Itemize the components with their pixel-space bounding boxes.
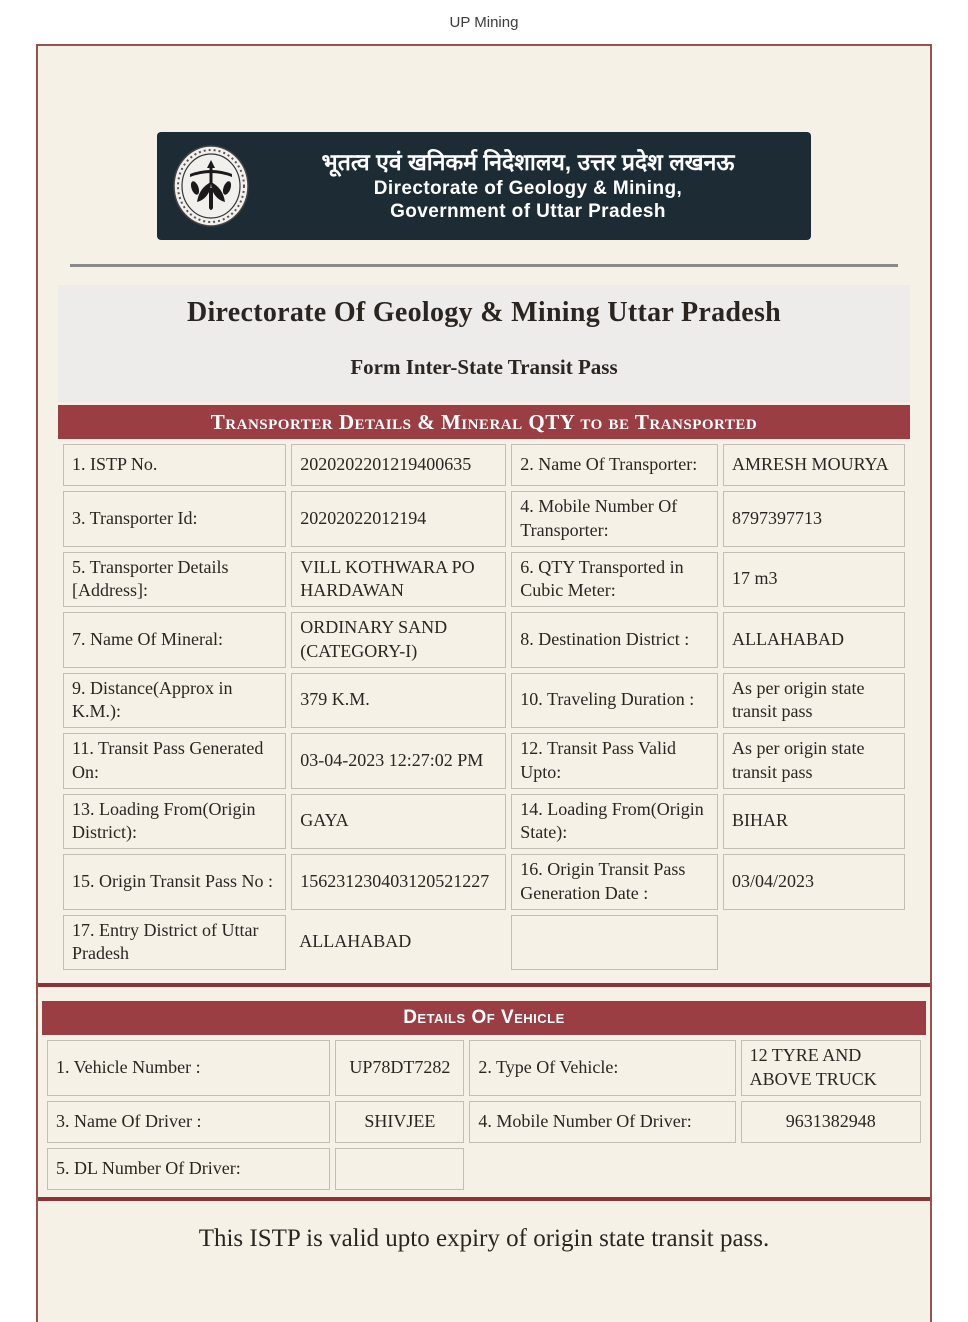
- field-value-empty: [511, 915, 718, 971]
- field-value: 8797397713: [723, 491, 905, 547]
- field-value: AMRESH MOURYA: [723, 444, 905, 486]
- field-label: 11. Transit Pass Generated On:: [63, 733, 286, 789]
- field-label: 1. ISTP No.: [63, 444, 286, 486]
- field-label: 10. Traveling Duration :: [511, 673, 718, 729]
- field-label: 13. Loading From(Origin District):: [63, 794, 286, 850]
- up-government-emblem-logo: [167, 144, 255, 228]
- field-value: UP78DT7282: [335, 1040, 464, 1096]
- field-value: 2020202201219400635: [291, 444, 506, 486]
- field-value: 17 m3: [723, 552, 905, 608]
- field-label: 2. Name Of Transporter:: [511, 444, 718, 486]
- field-label: 6. QTY Transported in Cubic Meter:: [511, 552, 718, 608]
- field-value: ORDINARY SAND (CATEGORY-I): [291, 612, 506, 668]
- field-value: GAYA: [291, 794, 506, 850]
- field-value: 03/04/2023: [723, 854, 905, 910]
- app-title: UP Mining: [449, 13, 519, 31]
- field-label: 3. Transporter Id:: [63, 491, 286, 547]
- table-row: [63, 733, 905, 789]
- horizontal-rule: [70, 264, 898, 267]
- field-value-empty: [335, 1148, 464, 1190]
- banner-text: [255, 148, 801, 223]
- table-row: [63, 552, 905, 608]
- table-row: [63, 854, 905, 910]
- field-label: 12. Transit Pass Valid Upto:: [511, 733, 718, 789]
- field-value: As per origin state transit pass: [723, 733, 905, 789]
- table-row: [63, 444, 905, 486]
- document-title: Directorate Of Geology & Mining Uttar Pradesh: [186, 297, 782, 328]
- field-value: ALLAHABAD: [299, 931, 412, 952]
- validity-note: This ISTP is valid upto expiry of origin state transit pass.: [198, 1224, 770, 1252]
- table-row: [47, 1148, 921, 1190]
- transporter-details-section: [58, 405, 910, 975]
- field-value: 20202022012194: [291, 491, 506, 547]
- field-label: 15. Origin Transit Pass No :: [63, 854, 286, 910]
- table-row: [63, 673, 905, 729]
- field-value: SHIVJEE: [335, 1101, 464, 1143]
- banner-english-line-2: Government of Uttar Pradesh: [390, 201, 666, 223]
- field-value-empty: [723, 915, 905, 971]
- field-value: VILL KOTHWARA PO HARDAWAN: [291, 552, 506, 608]
- field-label: 8. Destination District :: [511, 612, 718, 668]
- field-value: 156231230403120521227: [291, 854, 506, 910]
- table-row: [47, 1101, 921, 1143]
- field-label: 4. Mobile Number Of Driver:: [469, 1101, 735, 1143]
- document-subtitle: Form Inter-State Transit Pass: [350, 355, 618, 379]
- vehicle-section-header: Details Of Vehicle: [42, 1001, 926, 1035]
- vehicle-details-section: [42, 1001, 926, 1195]
- field-label: 7. Name Of Mineral:: [63, 612, 286, 668]
- field-value: BIHAR: [723, 794, 905, 850]
- field-label: 5. Transporter Details [Address]:: [63, 552, 286, 608]
- document-heading-block: [58, 285, 910, 402]
- field-label: 9. Distance(Approx in K.M.):: [63, 673, 286, 729]
- table-row: [63, 491, 905, 547]
- app-title-bar: [0, 0, 968, 44]
- section-divider: [38, 983, 930, 987]
- table-row: [63, 794, 905, 850]
- field-label: 5. DL Number Of Driver:: [47, 1148, 330, 1190]
- field-label: 16. Origin Transit Pass Generation Date :: [511, 854, 718, 910]
- table-row: [63, 612, 905, 668]
- field-label: 14. Loading From(Origin State):: [511, 794, 718, 850]
- transporter-section-header: Transporter Details & Mineral QTY to be Transported: [58, 405, 910, 439]
- table-row: [63, 915, 905, 971]
- emblem-icon: [172, 144, 250, 228]
- section-divider: [38, 1197, 930, 1201]
- field-label: 1. Vehicle Number :: [47, 1040, 330, 1096]
- transporter-details-table: [58, 439, 910, 975]
- field-label: 4. Mobile Number Of Transporter:: [511, 491, 718, 547]
- field-value: 9631382948: [741, 1101, 921, 1143]
- field-value: ALLAHABAD: [723, 612, 905, 668]
- vehicle-details-table: [42, 1035, 926, 1195]
- banner-english-line-1: Directorate of Geology & Mining,: [373, 178, 683, 200]
- transit-pass-document: [36, 44, 932, 1322]
- field-value: As per origin state transit pass: [723, 673, 905, 729]
- table-row: [47, 1040, 921, 1096]
- field-value: 12 TYRE AND ABOVE TRUCK: [741, 1040, 921, 1096]
- field-label: 3. Name Of Driver :: [47, 1101, 330, 1143]
- field-value: 03-04-2023 12:27:02 PM: [291, 733, 506, 789]
- field-value: 379 K.M.: [291, 673, 506, 729]
- field-label: 2. Type Of Vehicle:: [469, 1040, 735, 1096]
- field-label: 17. Entry District of Uttar Pradesh: [63, 915, 286, 971]
- department-banner: [157, 132, 811, 240]
- field-value-empty: [469, 1148, 921, 1190]
- banner-hindi-line: भूतत्व एवं खनिकर्म निदेशालय, उत्तर प्रदेश लखनऊ: [321, 149, 735, 176]
